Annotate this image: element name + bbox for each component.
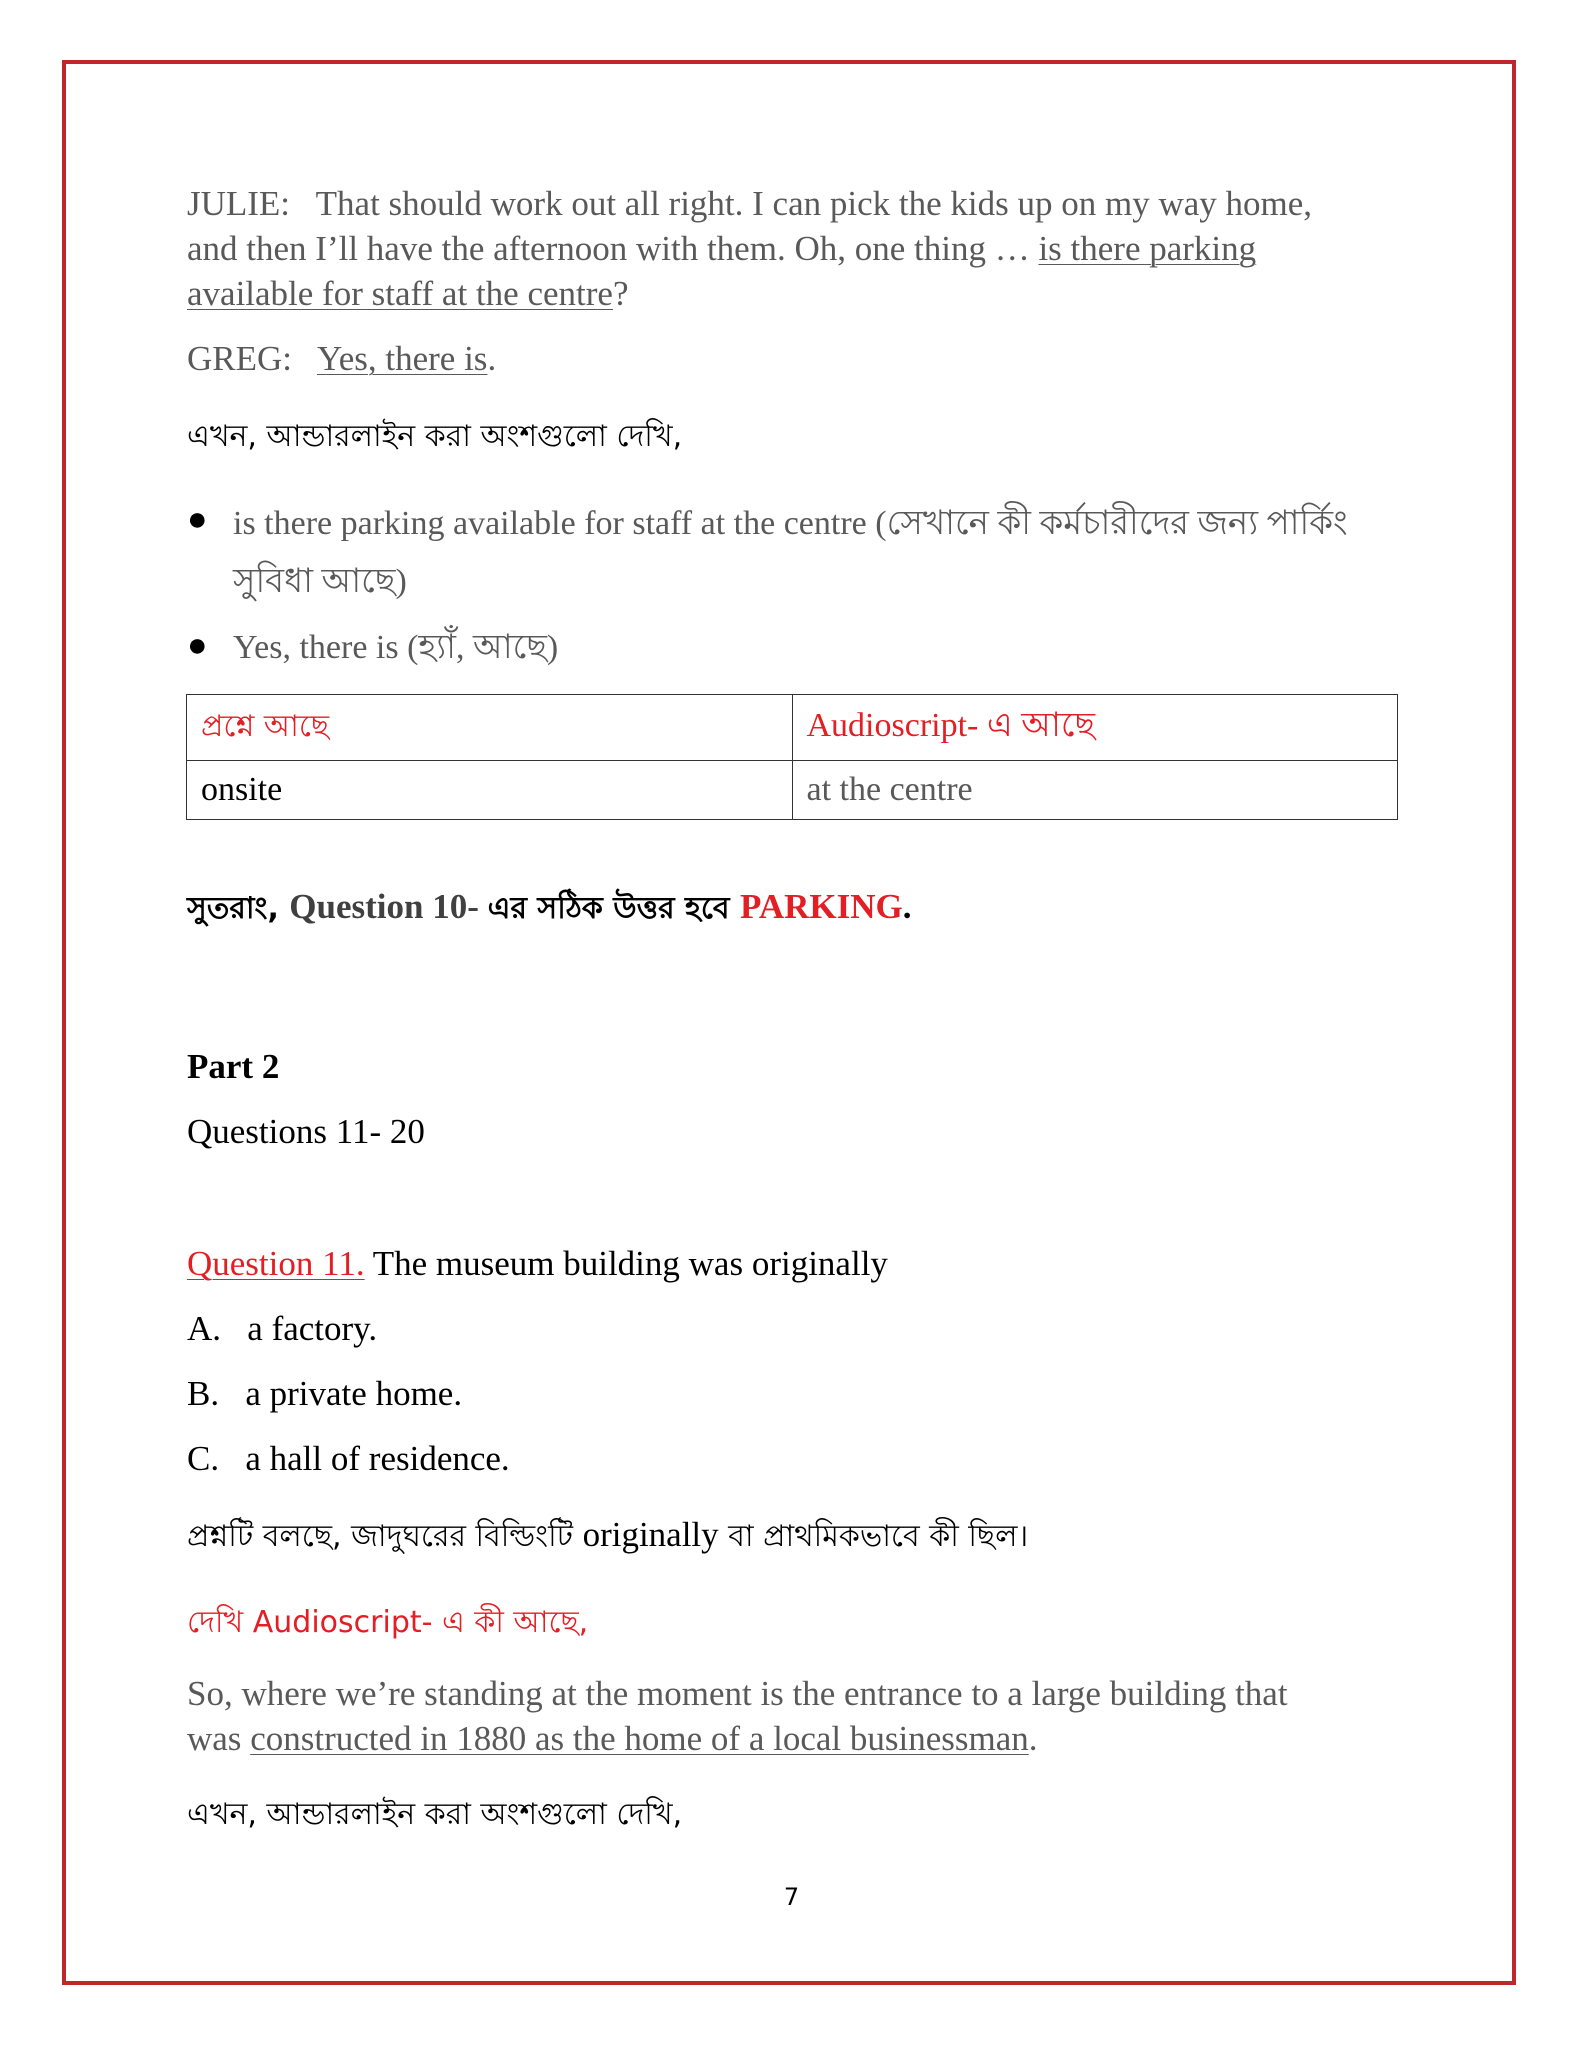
option-letter: B. [187, 1374, 220, 1413]
table-cell: onsite [187, 761, 793, 820]
option-text: a factory. [247, 1309, 378, 1348]
julie-speaker: JULIE: [187, 184, 291, 223]
audio-line-1: So, where we’re standing at the moment is the entrance to a large building that [187, 1674, 1288, 1713]
part-title: Part 2 [187, 1047, 280, 1086]
table-header-question: প্রশ্নে আছে [187, 695, 793, 761]
option-letter: C. [187, 1439, 220, 1478]
option-text: a hall of residence. [245, 1439, 510, 1478]
underline-intro-1: এখন, আন্ডারলাইন করা অংশগুলো দেখি, [187, 419, 683, 454]
underline-intro-2: এখন, আন্ডারলাইন করা অংশগুলো দেখি, [187, 1797, 683, 1832]
audio-underlined: constructed in 1880 as the home of a local businessman [250, 1719, 1029, 1758]
table-header-row [187, 695, 1398, 761]
greg-end: . [487, 339, 497, 378]
question-11-label: Question 11. [187, 1244, 365, 1283]
table-row [187, 761, 1398, 820]
conclusion-end: . [902, 887, 912, 926]
question-11-stem: The museum building was originally [364, 1244, 888, 1283]
bullet-item-1-continuation: সুবিধা আছে) [233, 563, 407, 600]
julie-line-3 [187, 274, 628, 314]
comparison-table [186, 694, 1398, 820]
conclusion-question: Question 10- [289, 887, 488, 926]
audio-line-2 [187, 1719, 1038, 1759]
option-text: a private home. [245, 1374, 463, 1413]
julie-text-1: That should work out all right. I can pick the kids up on my way home, [315, 184, 1313, 223]
bullet-item-2: Yes, there is (হ্যাঁ, আছে) [233, 629, 559, 666]
julie-underlined-1: is there parking [1038, 229, 1257, 268]
bullet-icon: ● [187, 501, 208, 538]
question-11-explanation [187, 1512, 1028, 1563]
conclusion-line [187, 884, 911, 935]
explanation-bn-1: প্রশ্নটি বলছে, জাদুঘরের বিল্ডিংটি [187, 1519, 583, 1554]
option-a [187, 1309, 377, 1349]
conclusion-middle: এর সঠিক উত্তর হবে [487, 891, 741, 926]
greg-speaker: GREG: [187, 339, 292, 378]
table-header-audioscript: Audioscript- এ আছে [792, 695, 1398, 761]
audioscript-heading: দেখি Audioscript- এ কী আছে, [187, 1605, 589, 1640]
julie-text-2: and then I’ll have the afternoon with them. Oh, one thing … [187, 229, 1039, 268]
part-subtitle: Questions 11- 20 [187, 1112, 425, 1151]
greg-underlined: Yes, there is [316, 339, 488, 378]
explanation-en: originally [582, 1515, 719, 1554]
bullet-icon: ● [187, 627, 208, 664]
julie-underlined-2: available for staff at the centre [187, 274, 613, 313]
page-number: 7 [783, 1883, 800, 1911]
conclusion-answer: PARKING [740, 887, 903, 926]
julie-line-2 [187, 229, 1256, 269]
julie-line-1 [187, 184, 1312, 224]
greg-line [187, 339, 496, 379]
question-11-line [187, 1244, 888, 1284]
conclusion-prefix: সুতরাং, [187, 891, 290, 926]
explanation-bn-2: বা প্রাথমিকভাবে কী ছিল। [718, 1519, 1029, 1554]
option-letter: A. [187, 1309, 222, 1348]
julie-end: ? [612, 274, 629, 313]
audio-line-2-end: . [1028, 1719, 1038, 1758]
option-b [187, 1374, 462, 1414]
audio-line-2-plain: was [187, 1719, 251, 1758]
bullet-item-1: is there parking available for staff at the centre (সেখানে কী কর্মচারীদের জন্য পার্কিং [233, 505, 1348, 542]
option-c [187, 1439, 510, 1479]
table-cell: at the centre [792, 761, 1398, 820]
